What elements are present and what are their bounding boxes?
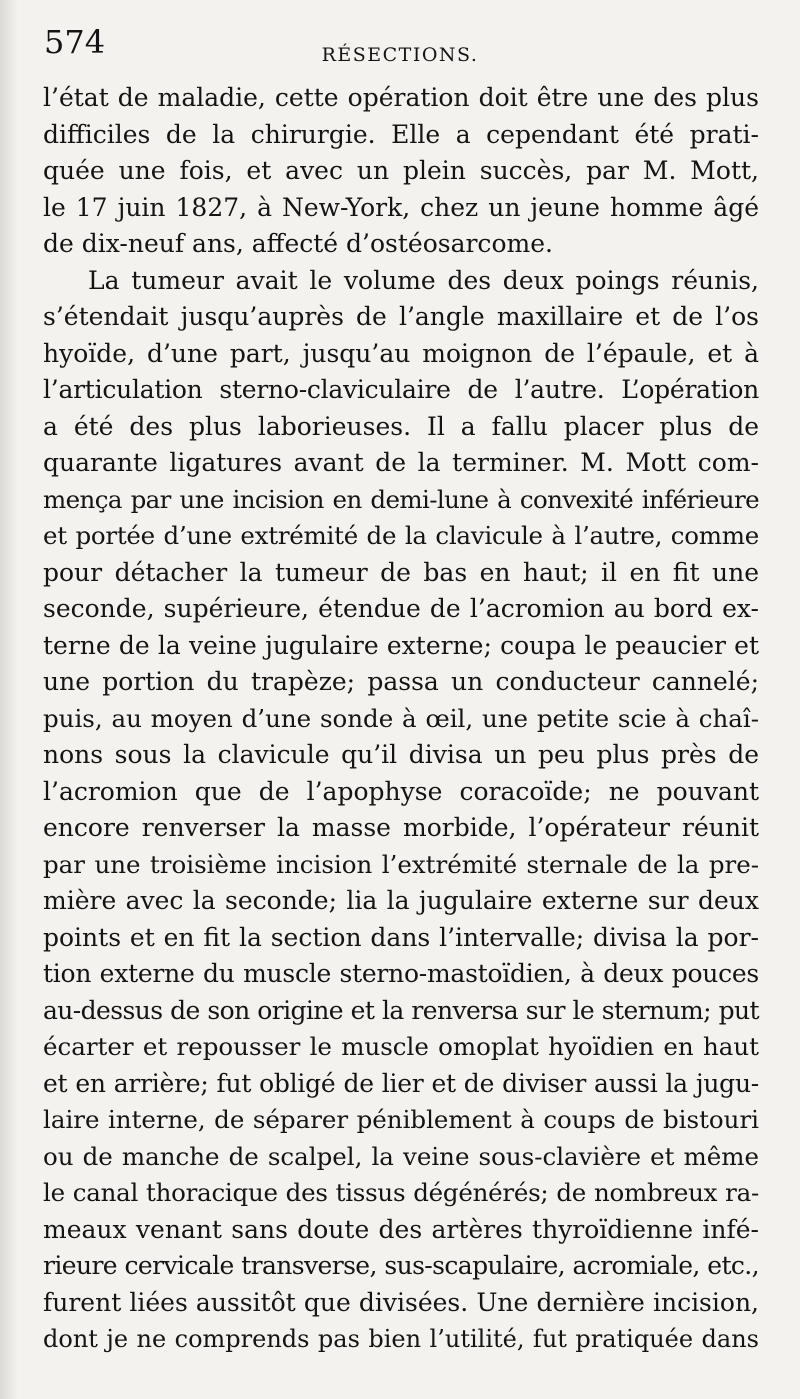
text-line: encore renverser la masse morbide, l’opérateur réunit [43, 813, 759, 842]
text-line: difficiles de la chirurgie. Elle a cependant été prati- [43, 119, 759, 149]
text-line: tion externe du muscle sterno-mastoïdien, à deux pouces [43, 959, 759, 988]
text-line: quarante ligatures avant de la terminer. M. Mott com- [43, 448, 759, 477]
text-line: puis, au moyen d’une sonde à œil, une petite scie à chaî- [43, 703, 759, 733]
text-line: mença par une incision en demi-lune à convexité inférieure [43, 484, 759, 514]
text-line: l’état de maladie, cette opération doit être une des plus [43, 83, 759, 112]
text-line: terne de la veine jugulaire externe; coupa le peaucier et [43, 630, 759, 660]
text-line: écarter et repousser le muscle omoplat hyoïdien en haut [43, 1032, 759, 1061]
body-text [43, 80, 759, 1358]
text-line: et portée d’une extrémité de la clavicule à l’autre, comme [43, 521, 759, 550]
text-line: rieure cervicale transverse, sus-scapulaire, acromiale, etc., [43, 1251, 759, 1280]
text-line: de dix-neuf ans, affecté d’ostéosarcome. [43, 229, 553, 258]
text-line: points et en fit la section dans l’intervalle; divisa la por- [43, 922, 759, 952]
text-line: l’articulation sterno-claviculaire de l’autre. L’opération [43, 375, 759, 404]
text-line: laire interne, de séparer péniblement à coups de bistouri [43, 1105, 759, 1134]
text-line: ou de manche de scalpel, la veine sous-clavière et même [43, 1141, 759, 1171]
text-line: mière avec la seconde; lia la jugulaire externe sur deux [43, 886, 759, 915]
text-line: meaux venant sans doute des artères thyroïdienne infé- [43, 1214, 759, 1244]
text-line: quée une fois, et avec un plein succès, par M. Mott, [43, 156, 759, 185]
text-line: le canal thoracique des tissus dégénérés; de nombreux ra- [43, 1178, 759, 1207]
page-gutter-shadow [0, 0, 18, 1399]
text-line: et en arrière; fut obligé de lier et de diviser aussi la jugu- [43, 1068, 759, 1098]
text-line: l’acromion que de l’apophyse coracoïde; ne pouvant [43, 776, 759, 806]
text-line: dont je ne comprends pas bien l’utilité, fut pratiquée dans [43, 1325, 759, 1353]
text-line: a été des plus laborieuses. Il a fallu placer plus de [43, 411, 759, 441]
text-line: s’étendait jusqu’auprès de l’angle maxillaire et de l’os [43, 302, 759, 331]
text-line: furent liées aussitôt que divisées. Une dernière incision, [43, 1287, 759, 1317]
text-line: hyoïde, d’une part, jusqu’au moignon de l’épaule, et à [43, 338, 759, 368]
text-line: nons sous la clavicule qu’il divisa un peu plus près de [43, 740, 759, 769]
text-line: une portion du trapèze; passa un conducteur cannelé; [43, 667, 759, 696]
text-line: seconde, supérieure, étendue de l’acromion au bord ex- [43, 594, 759, 623]
text-line: pour détacher la tumeur de bas en haut; il en fit une [43, 557, 759, 587]
text-line: le 17 juin 1827, à New-York, chez un jeune homme âgé [43, 192, 759, 222]
text-line: au-dessus de son origine et la renversa sur le sternum; put [43, 995, 759, 1025]
text-line: par une troisième incision l’extrémité sternale de la pre- [43, 849, 759, 879]
page-number: 574 [44, 23, 106, 61]
running-title: RÉSECTIONS. [321, 44, 479, 66]
paragraph-start-line: La tumeur avait le volume des deux poings réunis, [88, 265, 759, 295]
